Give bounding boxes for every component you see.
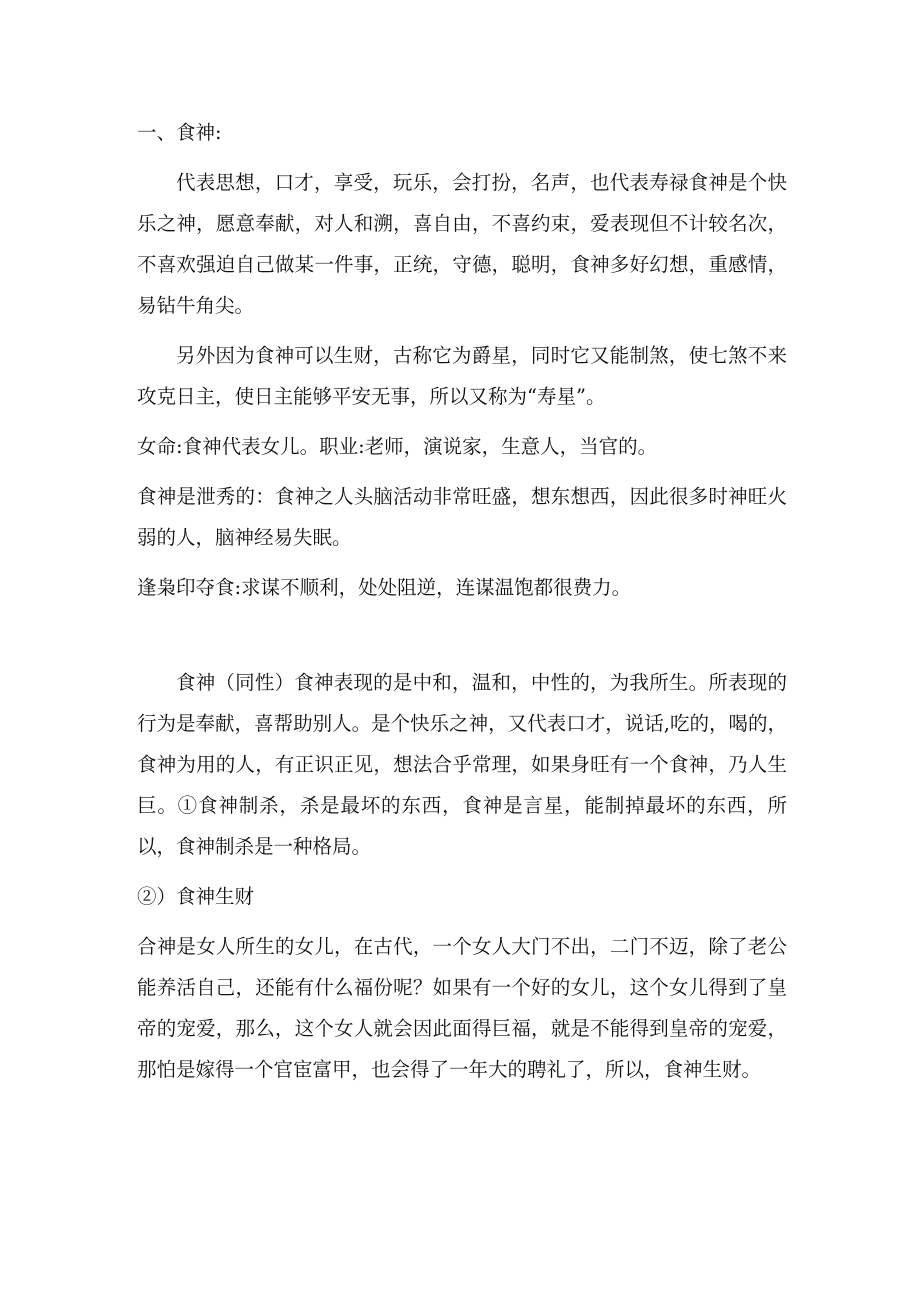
- paragraph-daughter: 合神是女人所生的女儿，在古代，一个女人大门不出，二门不迈，除了老公能养活自己，还能有什么福份呢？如果有一个好的女儿，这个女儿得到了皇帝的宠爱，那么，这个女人就会因此面得巨福，就是不能得到皇帝的宠爱，那怕是嫁得一个官宦富甲，也会得了一年大的聘礼了，所以，食神生财。: [137, 935, 787, 1081]
- paragraph-subheading-wealth: ②）食神生财: [137, 885, 255, 908]
- paragraph-owl-seal: 逢枭印夺食:求谋不顺利，处处阻逆，连谋温饱都很费力。: [137, 576, 632, 599]
- paragraph-same-gender: 食神（同性）食神表现的是中和，温和，中性的，为我所生。所表现的行为是奉献，喜帮助别人。是个快乐之神，又代表口才，说话,吃的，喝的，食神为用的人，有正识正见，想法合乎常理，如果身旺有一个食神，乃人生巨。①食神制杀，杀是最坏的东西，食神是言星，能制掉最坏的东西，所以，食神制杀是一种格局。: [137, 671, 787, 858]
- paragraph-longevity-star: 另外因为食神可以生财，古称它为爵星，同时它又能制煞，使七煞不来攻克日主，使日主能够平安无事，所以又称为“寿星”。: [137, 344, 787, 408]
- section-heading: 一、食神:: [137, 121, 222, 144]
- paragraph-leaking-talent: 食神是泄秀的：食神之人头脑活动非常旺盛，想东想西，因此很多时神旺火弱的人，脑神经易失眠。: [137, 485, 787, 549]
- document-body: [137, 112, 787, 1090]
- paragraph-traits: 代表思想，口才，享受，玩乐，会打扮，名声，也代表寿禄食神是个快乐之神，愿意奉献，对人和溯，喜自由，不喜约束，爱表现但不计较名次，不喜欢强迫自己做某一件事，正统，守德，聪明，食神多好幻想，重感情，易钻牛角尖。: [137, 171, 787, 317]
- paragraph-female-chart: 女命:食神代表女儿。职业:老师，演说家，生意人，当官的。: [137, 435, 658, 458]
